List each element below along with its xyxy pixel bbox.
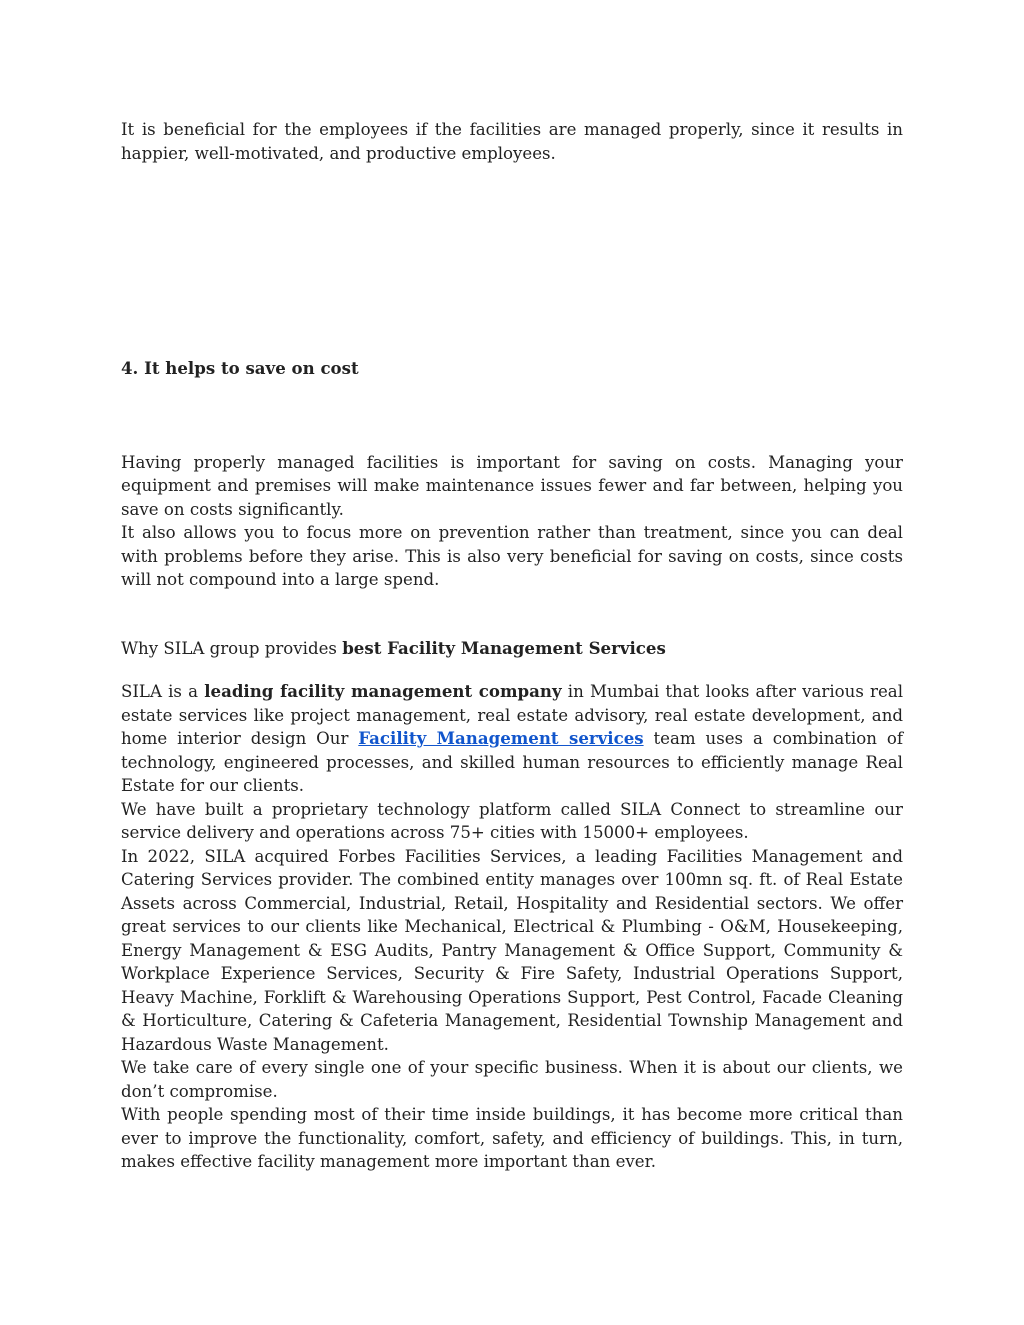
about-paragraph-5: With people spending most of their time inside buildings, it has become more critical than ever to improve the functionality, comfort, safety, and efficiency of buildings. This, in turn, makes effective facility management more important than ever. [121, 1105, 903, 1171]
about-p1-text-a: SILA is a [121, 682, 205, 701]
about-p1-text-c: team uses a combination of technology, engineered processes, and skilled human resources to efficiently manage Real Estate for our clients. [121, 729, 903, 795]
section-heading: 4. It helps to save on cost [121, 358, 359, 378]
about-paragraph-3: In 2022, SILA acquired Forbes Facilities Services, a leading Facilities Management and Catering Services provider. The combined entity manages over 100mn sq. ft. of Real Estate Assets across Commercial, Industrial, Retail, Hospitality and Residential sectors. We offer great services to our clients like Mechanical, Electrical & Plumbing - O&M, Housekeeping, Energy Management & ESG Audits, Pantry Management & Office Support, Community & Workplace Experience Services, Security & Fire Safety, Industrial Operations Support, Heavy Machine, Forklift & Warehousing Operations Support, Pest Control, Facade Cleaning & Horticulture, Catering & Cafeteria Management, Residential Township Management and Hazardous Waste Management. [121, 846, 903, 1054]
why-sila-bold: best Facility Management Services [342, 637, 666, 658]
about-paragraph-4: We take care of every single one of your specific business. When it is about our clients, we don’t compromise. [121, 1058, 903, 1101]
about-p1-text-b: in Mumbai that looks after various real estate services like project management, real estate advisory, real estate development, and home interior design Our [121, 682, 903, 748]
about-paragraph-1 [121, 680, 903, 798]
facility-management-services-link[interactable]: Facility Management services [358, 728, 644, 748]
why-sila-prefix: Why SILA group provides [121, 638, 343, 658]
cost-paragraph-1: Having properly managed facilities is important for saving on costs. Managing your equipment and premises will make maintenance issues fewer and far between, helping you save on costs significantly. [121, 452, 903, 519]
about-p1-bold: leading facility management company [204, 681, 562, 701]
intro-paragraph: It is beneficial for the employees if the facilities are managed properly, since it results in happier, well-motivated, and productive employees. [121, 120, 903, 163]
about-paragraph-2: We have built a proprietary technology platform called SILA Connect to streamline our service delivery and operations across 75+ cities with 15000+ employees. [121, 799, 903, 842]
cost-paragraph-2: It also allows you to focus more on prevention rather than treatment, since you can deal with problems before they arise. This is also very beneficial for saving on costs, since costs will not compound into a large spend. [121, 523, 903, 589]
document-page [121, 118, 903, 1174]
why-sila-line [121, 637, 903, 661]
